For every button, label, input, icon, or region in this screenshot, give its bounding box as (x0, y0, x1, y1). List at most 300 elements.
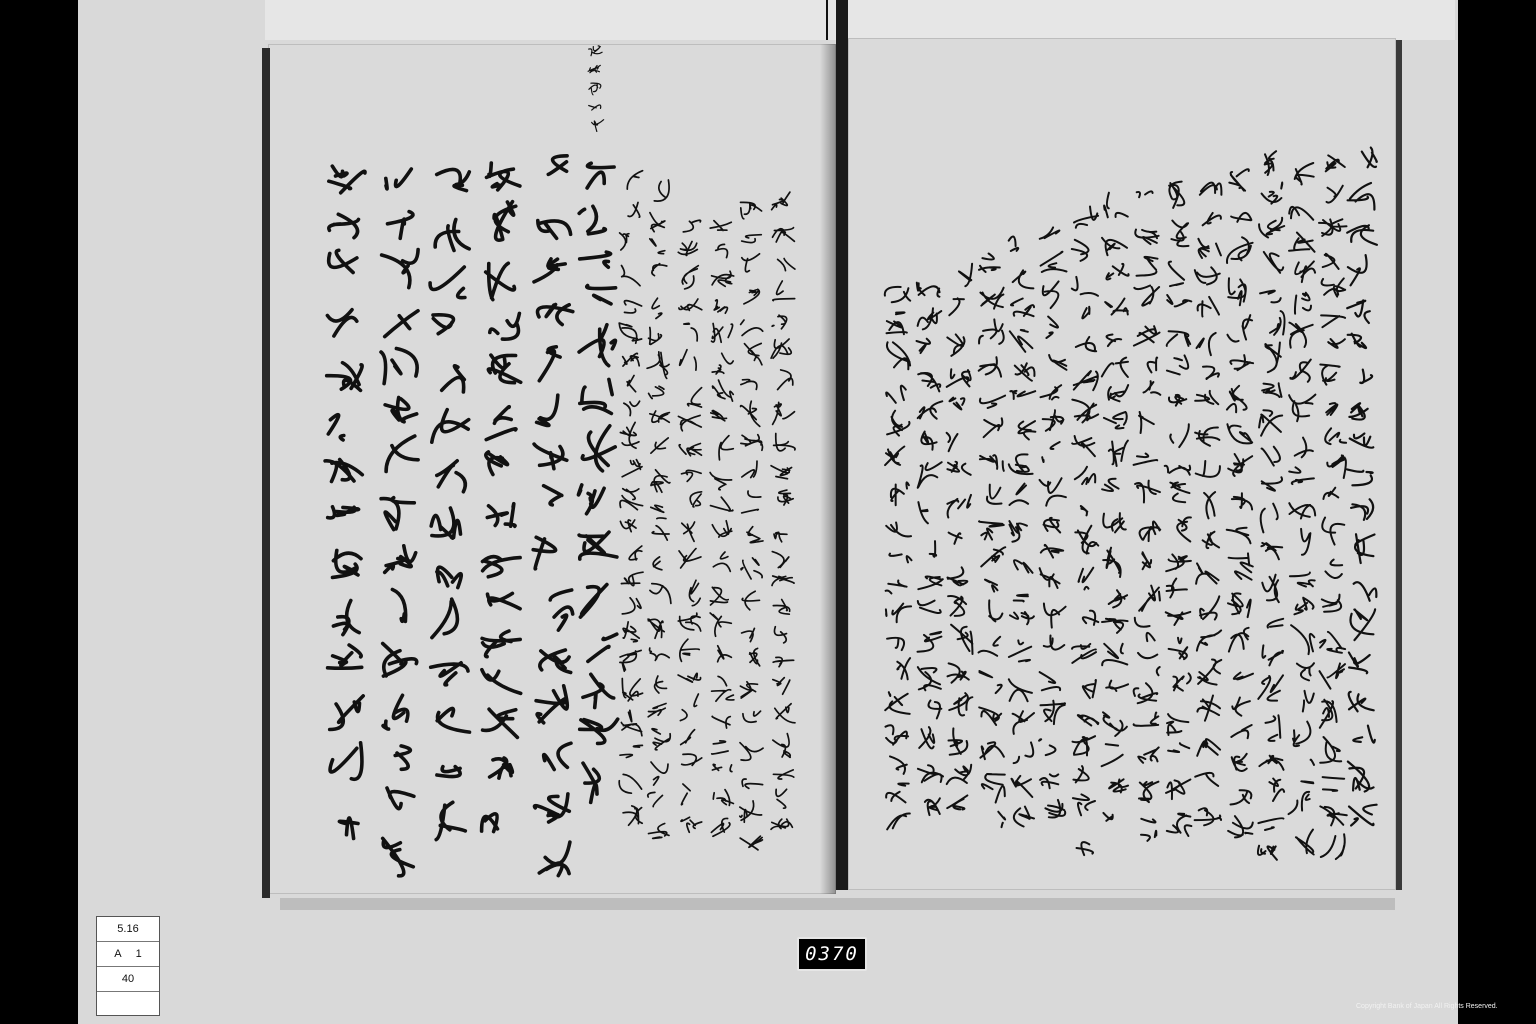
handwritten-glyph (1075, 467, 1095, 484)
handwritten-glyph (1289, 323, 1312, 348)
handwritten-glyph (1040, 568, 1060, 588)
handwritten-glyph (652, 729, 670, 750)
handwritten-glyph (437, 767, 460, 777)
handwritten-glyph (1137, 257, 1158, 276)
handwritten-glyph (1323, 254, 1339, 269)
handwritten-glyph (534, 259, 565, 282)
handwritten-glyph (712, 324, 733, 343)
handwritten-glyph (681, 817, 702, 832)
handwritten-glyph (1289, 467, 1314, 484)
handwritten-glyph (624, 401, 640, 415)
handwritten-glyph (688, 388, 702, 408)
handwritten-glyph (538, 221, 571, 239)
handwritten-glyph (711, 411, 727, 421)
handwritten-glyph (1102, 644, 1127, 666)
handwritten-glyph (1227, 424, 1252, 443)
handwritten-glyph (930, 541, 936, 557)
handwritten-glyph (1043, 410, 1064, 431)
handwritten-glyph (1351, 499, 1373, 520)
handwritten-glyph (1135, 618, 1155, 641)
handwritten-glyph (1138, 653, 1160, 675)
handwritten-glyph (682, 266, 698, 289)
handwritten-glyph (1167, 814, 1192, 836)
handwritten-glyph (1171, 221, 1188, 247)
handwritten-glyph (1227, 315, 1252, 342)
handwritten-glyph (329, 250, 357, 272)
handwritten-glyph (619, 323, 641, 343)
handwritten-glyph (979, 254, 1000, 273)
handwritten-glyph (381, 349, 417, 384)
handwritten-glyph (1134, 683, 1158, 703)
handwritten-glyph (1289, 792, 1310, 814)
handwritten-glyph (1073, 736, 1096, 755)
handwritten-glyph (678, 613, 700, 631)
handwritten-glyph (747, 527, 763, 543)
handwritten-glyph (690, 492, 701, 507)
handwritten-glyph (1168, 743, 1189, 752)
handwritten-glyph (1102, 358, 1128, 377)
handwritten-glyph (886, 581, 907, 594)
handwritten-glyph (1102, 744, 1123, 766)
handwritten-glyph (435, 220, 469, 251)
handwritten-glyph (1166, 780, 1190, 800)
handwritten-glyph (1203, 367, 1219, 379)
handwritten-glyph (623, 806, 642, 825)
handwritten-glyph (1227, 386, 1247, 413)
handwritten-glyph (392, 590, 405, 622)
handwritten-glyph (620, 650, 641, 671)
label-row-3 (97, 967, 159, 992)
handwritten-glyph (1303, 691, 1314, 712)
handwritten-glyph (1139, 586, 1160, 611)
handwritten-glyph (431, 508, 460, 538)
handwritten-glyph (1320, 806, 1347, 825)
handwritten-glyph (1108, 385, 1128, 401)
handwritten-glyph (1325, 428, 1346, 444)
handwritten-glyph (1231, 790, 1252, 804)
handwritten-glyph (1102, 619, 1128, 633)
handwritten-glyph (886, 725, 909, 744)
handwritten-glyph (1290, 573, 1315, 587)
handwritten-glyph (918, 765, 943, 782)
handwritten-glyph (1229, 553, 1253, 579)
handwritten-glyph (544, 486, 562, 505)
handwritten-glyph (589, 46, 602, 56)
handwritten-glyph (652, 298, 662, 318)
handwritten-glyph (742, 235, 762, 243)
handwritten-glyph (1195, 427, 1219, 445)
handwritten-glyph (1072, 436, 1095, 456)
handwritten-glyph (386, 169, 412, 189)
handwritten-glyph (772, 576, 794, 586)
handwritten-glyph (982, 774, 1005, 803)
handwritten-glyph (1135, 481, 1160, 503)
handwritten-glyph (648, 704, 666, 717)
handwritten-glyph (1144, 381, 1161, 395)
handwritten-glyph (887, 813, 910, 829)
handwritten-glyph (1138, 747, 1158, 762)
handwritten-glyph (1041, 385, 1062, 399)
handwritten-glyph (1203, 532, 1220, 548)
handwritten-glyph (1198, 239, 1221, 258)
handwritten-glyph (947, 334, 964, 356)
handwritten-glyph (1169, 262, 1184, 287)
handwritten-glyph (949, 693, 972, 715)
handwritten-glyph (710, 613, 731, 636)
handwritten-glyph (487, 163, 520, 190)
handwritten-glyph (537, 395, 558, 425)
handwritten-glyph (1040, 478, 1066, 506)
handwritten-glyph (1167, 579, 1187, 598)
handwritten-glyph (622, 598, 641, 614)
handwritten-glyph (330, 743, 362, 779)
handwritten-glyph (488, 355, 520, 383)
handwritten-glyph (652, 526, 669, 540)
handwritten-glyph (886, 523, 911, 537)
handwritten-glyph (486, 452, 508, 475)
handwritten-glyph (979, 521, 1004, 539)
handwritten-glyph (1014, 807, 1034, 827)
handwritten-glyph (385, 546, 416, 573)
handwritten-glyph (622, 266, 641, 286)
handwritten-glyph (650, 648, 670, 660)
handwritten-glyph (1134, 454, 1158, 465)
handwritten-glyph (1102, 238, 1127, 255)
handwritten-glyph (750, 648, 760, 666)
reference-label (96, 916, 160, 1016)
handwritten-glyph (1204, 492, 1215, 518)
handwritten-glyph (653, 557, 662, 570)
handwritten-glyph (1043, 281, 1059, 308)
handwritten-glyph (1167, 714, 1188, 735)
handwritten-glyph (437, 708, 469, 732)
handwritten-glyph (1203, 213, 1221, 225)
handwritten-glyph (1349, 653, 1370, 674)
handwritten-glyph (1348, 183, 1375, 210)
handwritten-glyph (583, 674, 614, 707)
handwritten-glyph (773, 678, 790, 695)
handwritten-glyph (580, 585, 607, 618)
handwritten-glyph (431, 663, 468, 685)
handwritten-glyph (580, 719, 618, 743)
handwritten-glyph (1228, 816, 1253, 837)
handwritten-glyph (1170, 483, 1189, 503)
handwritten-glyph (776, 789, 787, 808)
handwritten-glyph (1167, 295, 1191, 306)
handwritten-glyph (1259, 410, 1282, 435)
handwritten-glyph (679, 549, 701, 568)
handwritten-glyph (885, 692, 910, 714)
handwritten-glyph (980, 396, 1005, 408)
handwritten-glyph (383, 695, 408, 729)
handwritten-glyph (1323, 488, 1338, 499)
handwritten-glyph (774, 627, 786, 643)
handwritten-glyph (775, 704, 795, 723)
handwritten-glyph (1323, 777, 1345, 791)
handwritten-glyph (624, 301, 641, 313)
handwritten-glyph (1360, 370, 1372, 383)
handwritten-glyph (742, 254, 760, 272)
handwritten-glyph (1296, 830, 1314, 855)
handwritten-glyph (589, 83, 601, 95)
handwritten-glyph (980, 455, 1004, 471)
handwritten-glyph (1169, 638, 1188, 659)
handwritten-glyph (1173, 673, 1190, 690)
handwritten-glyph (984, 418, 1003, 437)
handwritten-glyph (1320, 365, 1339, 385)
handwritten-glyph (680, 639, 699, 661)
handwritten-glyph (588, 65, 600, 72)
handwritten-glyph (1012, 776, 1033, 797)
handwritten-glyph (1228, 454, 1252, 476)
handwritten-glyph (886, 604, 911, 623)
handwritten-glyph (329, 214, 359, 237)
handwritten-glyph (1074, 371, 1098, 390)
handwritten-glyph (578, 485, 604, 514)
handwritten-glyph (1009, 679, 1032, 701)
handwritten-glyph (1295, 163, 1314, 184)
handwritten-glyph (1327, 186, 1343, 203)
handwritten-glyph (741, 558, 762, 579)
handwritten-glyph (486, 263, 515, 299)
handwritten-glyph (897, 658, 910, 679)
handwritten-glyph (682, 470, 702, 481)
frame-number: 0370 (797, 937, 867, 971)
handwritten-glyph (1074, 207, 1098, 228)
handwritten-glyph (651, 438, 668, 453)
handwritten-glyph (947, 765, 972, 784)
handwritten-glyph (1347, 300, 1370, 323)
handwritten-glyph (742, 779, 762, 788)
handwritten-glyph (1262, 447, 1280, 466)
handwritten-glyph (885, 287, 910, 302)
handwritten-glyph (1260, 291, 1281, 303)
handwritten-glyph (918, 462, 942, 488)
handwritten-glyph (682, 522, 695, 541)
handwritten-glyph (494, 202, 516, 240)
handwritten-glyph (1262, 477, 1282, 490)
handwritten-glyph (580, 252, 611, 267)
handwritten-glyph (620, 520, 636, 532)
handwritten-glyph (718, 646, 732, 662)
handwritten-glyph (712, 521, 732, 537)
handwritten-glyph (483, 557, 521, 577)
handwritten-glyph (1195, 267, 1220, 284)
handwritten-glyph (629, 546, 642, 560)
handwritten-glyph (1009, 521, 1027, 542)
handwritten-glyph (1046, 317, 1058, 339)
handwritten-glyph (716, 244, 728, 257)
handwritten-glyph (1290, 360, 1310, 382)
handwritten-glyph (1169, 395, 1186, 406)
handwritten-glyph (388, 212, 413, 239)
handwritten-glyph (1109, 441, 1128, 466)
handwritten-glyph (1142, 552, 1151, 569)
handwritten-glyph (1103, 712, 1127, 736)
handwritten-glyph (1328, 339, 1345, 348)
handwritten-glyph (487, 504, 515, 527)
handwritten-glyph (386, 436, 418, 472)
handwritten-glyph (774, 532, 787, 542)
handwritten-glyph (921, 432, 936, 450)
handwritten-glyph (483, 709, 518, 737)
handwritten-glyph (712, 271, 734, 286)
handwritten-glyph (1103, 548, 1120, 577)
handwritten-glyph (979, 319, 1004, 344)
handwritten-glyph (385, 398, 417, 422)
handwritten-glyph (1301, 529, 1310, 555)
handwritten-glyph (742, 491, 761, 513)
handwritten-glyph (1289, 207, 1313, 220)
handwritten-glyph (1014, 595, 1028, 602)
handwritten-glyph (713, 552, 730, 571)
handwritten-glyph (1200, 596, 1219, 619)
handwritten-glyph (623, 622, 639, 642)
handwritten-glyph (682, 754, 702, 765)
handwritten-glyph (1350, 434, 1374, 448)
handwritten-glyph (949, 728, 968, 754)
handwritten-glyph (579, 206, 605, 234)
handwritten-glyph (1322, 518, 1344, 545)
handwritten-glyph (1258, 846, 1277, 860)
handwritten-glyph (885, 447, 904, 466)
handwritten-glyph (1040, 672, 1061, 690)
handwritten-glyph (1079, 568, 1094, 590)
handwritten-glyph (1134, 286, 1159, 306)
handwritten-glyph (774, 434, 795, 451)
handwritten-glyph (890, 756, 907, 774)
handwritten-glyph (1075, 526, 1098, 554)
handwritten-glyph (1319, 219, 1347, 236)
handwritten-glyph (533, 537, 555, 569)
handwritten-glyph (432, 599, 458, 638)
handwritten-glyph (1349, 805, 1377, 826)
handwritten-glyph (1258, 818, 1283, 830)
handwritten-glyph (919, 727, 934, 748)
handwritten-glyph (1320, 700, 1337, 728)
handwritten-glyph (1083, 611, 1099, 625)
handwritten-glyph (740, 682, 757, 698)
handwritten-glyph (1319, 663, 1345, 688)
handwritten-glyph (683, 220, 700, 232)
handwritten-glyph (925, 798, 940, 815)
handwritten-glyph (1231, 213, 1251, 222)
handwritten-glyph (587, 163, 614, 188)
handwritten-glyph (1040, 227, 1060, 238)
handwritten-glyph (680, 694, 698, 721)
handwritten-glyph (1041, 545, 1063, 558)
handwritten-glyph (648, 619, 664, 638)
handwritten-glyph (1141, 819, 1156, 841)
handwritten-glyph (1077, 842, 1093, 855)
handwritten-glyph (1072, 400, 1098, 423)
handwritten-glyph (1270, 311, 1285, 335)
handwritten-glyph (382, 250, 419, 288)
handwritten-glyph (980, 288, 1003, 309)
handwritten-glyph (1045, 800, 1065, 818)
handwritten-glyph (1013, 270, 1034, 288)
handwritten-glyph (650, 584, 671, 604)
handwritten-glyph (719, 436, 733, 460)
handwritten-glyph (680, 350, 697, 371)
handwritten-glyph (490, 313, 520, 339)
handwritten-glyph (1135, 230, 1158, 245)
handwritten-glyph (741, 202, 762, 218)
handwritten-glyph (650, 239, 665, 254)
handwritten-glyph (741, 380, 757, 390)
handwritten-glyph (1078, 715, 1099, 725)
handwritten-glyph (1322, 595, 1341, 612)
handwritten-glyph (1041, 701, 1066, 724)
handwritten-glyph (917, 283, 940, 297)
handwritten-glyph (681, 784, 690, 805)
handwritten-glyph (1294, 598, 1313, 615)
handwritten-glyph (1107, 335, 1122, 347)
handwritten-glyph (490, 758, 513, 778)
handwritten-glyph (1261, 504, 1278, 533)
handwritten-glyph (1195, 391, 1218, 404)
handwritten-glyph (989, 600, 1002, 621)
handwritten-glyph (1320, 632, 1345, 653)
handwritten-glyph (1355, 534, 1374, 563)
handwritten-glyph (1266, 715, 1281, 741)
handwritten-glyph (1362, 148, 1377, 168)
handwritten-glyph (1010, 484, 1029, 505)
handwritten-glyph (1104, 412, 1127, 429)
handwritten-glyph (579, 325, 615, 366)
handwritten-glyph (918, 667, 941, 690)
copyright-notice: Copyright Bank of Japan All Rights Reserved. (1356, 1003, 1498, 1010)
handwritten-glyph (1262, 575, 1279, 603)
handwritten-glyph (579, 532, 617, 559)
handwritten-glyph (327, 310, 356, 336)
handwritten-glyph (949, 533, 962, 544)
handwritten-glyph (1139, 782, 1158, 802)
handwritten-glyph (1166, 554, 1191, 571)
handwritten-glyph (328, 507, 359, 518)
handwritten-glyph (744, 289, 759, 304)
handwritten-glyph (385, 311, 418, 337)
handwritten-glyph (339, 818, 358, 839)
handwritten-glyph (650, 411, 670, 422)
handwritten-glyph (1073, 766, 1088, 782)
handwritten-glyph (1103, 513, 1126, 532)
handwritten-glyph (886, 783, 909, 802)
handwritten-glyph (1326, 403, 1337, 415)
handwritten-glyph (979, 357, 1001, 377)
handwritten-glyph (713, 790, 733, 806)
handwritten-glyph (1327, 455, 1346, 478)
handwritten-glyph (587, 286, 616, 304)
handwritten-glyph (651, 470, 670, 492)
handwritten-glyph (430, 267, 465, 298)
handwritten-glyph (650, 213, 665, 232)
handwritten-glyph (649, 824, 670, 839)
handwritten-glyph (1349, 692, 1374, 712)
handwritten-glyph (1197, 630, 1221, 650)
handwritten-glyph (621, 710, 642, 736)
handwritten-glyph (482, 814, 498, 832)
handwritten-glyph (540, 650, 571, 673)
handwritten-glyph (1195, 773, 1218, 786)
label-row-2 (97, 942, 159, 967)
handwritten-glyph (433, 315, 453, 334)
handwritten-glyph (1014, 742, 1034, 763)
handwritten-glyph (889, 554, 911, 563)
handwritten-glyph (621, 572, 643, 585)
handwritten-glyph (710, 587, 728, 605)
handwritten-glyph (773, 734, 790, 758)
